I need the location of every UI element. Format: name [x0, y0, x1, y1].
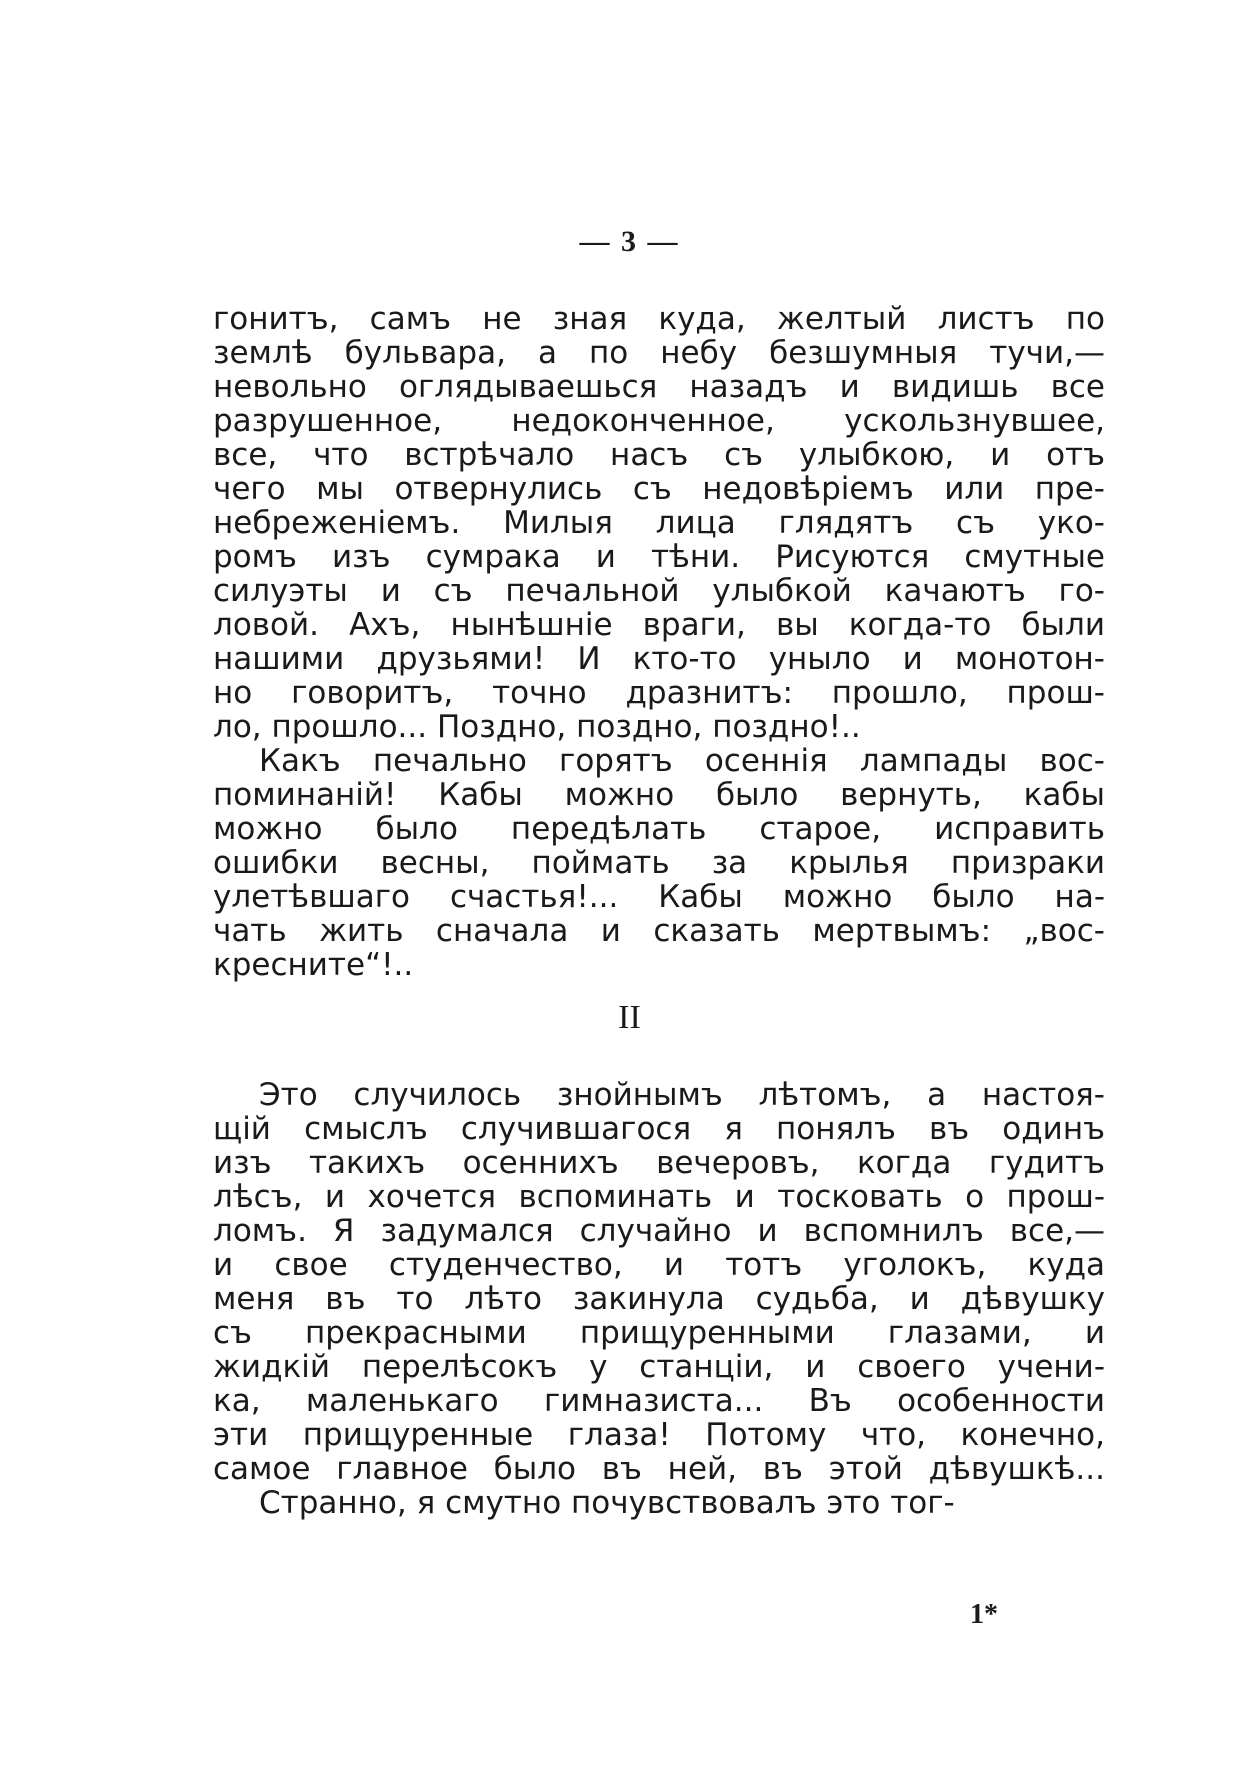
section-heading: II — [618, 999, 641, 1036]
text-line: Какъ печально горятъ осеннія лампады вос- — [259, 744, 1105, 778]
text-line: самое главное было въ ней, въ этой дѣвушкѣ... — [213, 1452, 1105, 1486]
text-line: нашими друзьями! И кто-то уныло и монотон- — [213, 642, 1105, 676]
text-line: чать жить сначала и сказать мертвымъ: „вос- — [213, 914, 1105, 948]
text-line: небреженіемъ. Милыя лица глядятъ съ уко- — [213, 506, 1105, 540]
text-line: ло, прошло... Поздно, поздно, поздно!.. — [213, 710, 861, 744]
text-line: разрушенное, недоконченное, ускользнувшее, — [213, 404, 1105, 438]
text-line: чего мы отвернулись съ недовѣріемъ или пре- — [213, 472, 1105, 506]
text-line: щій смыслъ случившагося я понялъ въ одинъ — [213, 1112, 1105, 1146]
text-line: все, что встрѣчало насъ съ улыбкою, и отъ — [213, 438, 1105, 472]
text-line: эти прищуренные глаза! Потому что, конечно, — [213, 1418, 1105, 1452]
text-line: ошибки весны, поймать за крылья призраки — [213, 846, 1105, 880]
text-line: изъ такихъ осеннихъ вечеровъ, когда гудитъ — [213, 1146, 1105, 1180]
text-line: ромъ изъ сумрака и тѣни. Рисуются смутные — [213, 540, 1105, 574]
text-line: гонитъ, самъ не зная куда, желтый листъ по — [213, 302, 1105, 336]
text-line: жидкій перелѣсокъ у станціи, и своего учени- — [213, 1350, 1105, 1384]
page-number-header: — 3 — — [579, 225, 680, 258]
text-line: невольно оглядываешься назадъ и видишь все — [213, 370, 1105, 404]
paragraph-2 — [213, 744, 1105, 982]
paragraph-1 — [213, 302, 1105, 744]
text-line: землѣ бульвара, а по небу безшумныя тучи,— — [213, 336, 1105, 370]
text-line: меня въ то лѣто закинула судьба, и дѣвушку — [213, 1282, 1105, 1316]
text-line: кресните“!.. — [213, 948, 414, 982]
text-line: съ прекрасными прищуренными глазами, и — [213, 1316, 1105, 1350]
text-line: но говоритъ, точно дразнитъ: прошло, прош- — [213, 676, 1105, 710]
text-line: можно было передѣлать старое, исправить — [213, 812, 1105, 846]
text-line: улетѣвшаго счастья!... Кабы можно было на- — [213, 880, 1105, 914]
paragraph-3 — [213, 1078, 1105, 1520]
text-line: ка, маленькаго гимназиста... Въ особенности — [213, 1384, 1105, 1418]
text-line: Странно, я смутно почувствовалъ это тог- — [259, 1486, 955, 1520]
text-line: лѣсъ, и хочется вспоминать и тосковать о прош- — [213, 1180, 1105, 1214]
text-line: и свое студенчество, и тотъ уголокъ, куда — [213, 1248, 1105, 1282]
text-line: силуэты и съ печальной улыбкой качаютъ го- — [213, 574, 1105, 608]
text-line: Это случилось знойнымъ лѣтомъ, а настоя- — [259, 1078, 1105, 1112]
text-line: ломъ. Я задумался случайно и вспомнилъ все,— — [213, 1214, 1105, 1248]
signature-mark: 1* — [970, 1599, 998, 1630]
text-line: ловой. Ахъ, нынѣшніе враги, вы когда-то были — [213, 608, 1105, 642]
text-line: поминаній! Кабы можно было вернуть, кабы — [213, 778, 1105, 812]
